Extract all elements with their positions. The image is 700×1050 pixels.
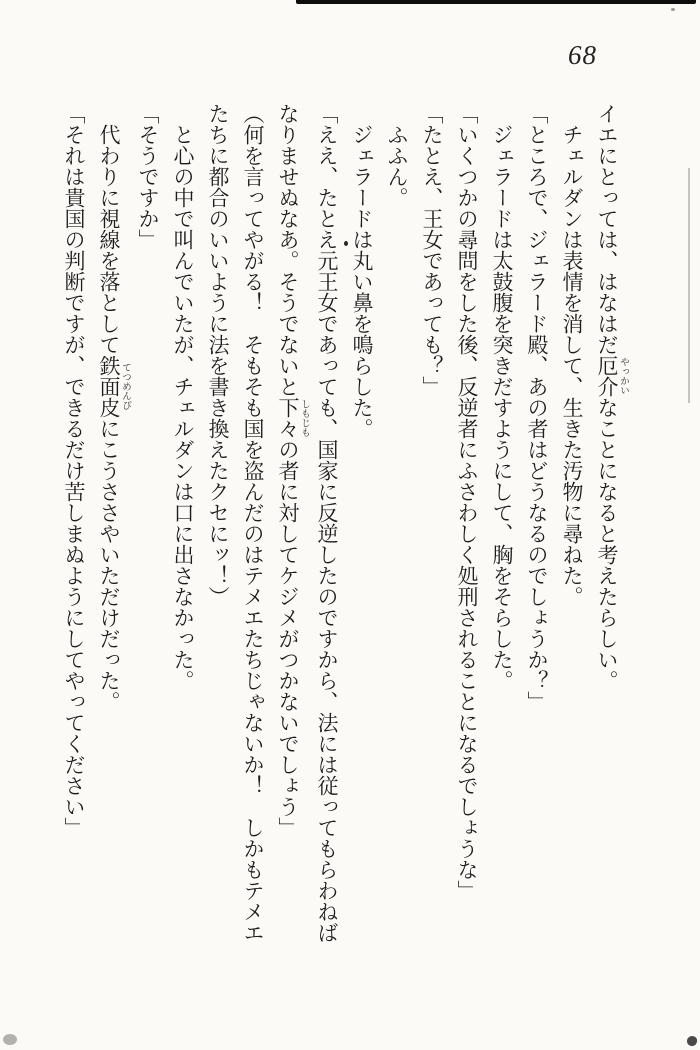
ruby-annotated-word: 鉄面皮 てつめんぴ [97,355,130,418]
text-line: 「ええ、たとえ元王女であっても、国家に反逆したのですから、法には従ってもらわねば [315,103,339,943]
text-line: ジェラードは丸い鼻を鳴らした。 [350,124,374,439]
text-line: 代わりに視線を落として鉄面皮 てつめんぴにこうささやいただけだった。 [97,124,130,712]
text-block [56,103,628,953]
ruby-annotated-word: 厄介 やっかい [595,355,628,397]
text-line: チェルダンは表情を消して、生きた汚物に尋ねた。 [560,124,584,607]
scan-artifact-right-edge [688,168,690,403]
text-line: と心の中で叫んでいたが、チェルダンは口に出さなかった。 [171,124,195,691]
text-line: （何を言ってやがる！ そもそも国を盗んだのはテメエたちじゃないか！ しかもテメエ [241,103,265,943]
text-line: 「そうですか」 [136,103,160,250]
text-line: なりませぬなあ。そうでないと下々 しもじもの者に対してケジメがつかないでしょう」 [276,103,309,838]
text-line: ふふん。 [385,124,409,208]
page-number: 68 [568,40,597,70]
scan-artifact-bottom-right [686,1035,699,1048]
ink-speck-small [671,8,675,11]
scan-artifact-bottom-left [3,1034,17,1045]
text-line: 「それは貴国の判断ですが、できるだけ苦しまぬようにしてやってください」 [62,103,86,838]
text-line: イエにとっては、はなはだ厄介 やっかいなことになると考えたらしい。 [595,103,628,691]
text-line: 「いくつかの尋問をした後、反逆者にふさわしく処刑されることになるでしょうな」 [455,103,479,901]
scan-artifact-top-edge [296,0,696,4]
text-line: 「たとえ、王女であっても？」 [420,103,444,397]
text-line: ジェラードは太鼓腹を突きだすようにして、胸をそらした。 [490,124,514,691]
ruby-annotated-word: 下々 しもじも [276,397,309,439]
text-line: たちに都合のいいように法を書き換えたクセにッ！） [206,103,230,607]
text-line: 「ところで、ジェラード殿、あの者はどうなるのでしょうか？」 [525,103,549,712]
